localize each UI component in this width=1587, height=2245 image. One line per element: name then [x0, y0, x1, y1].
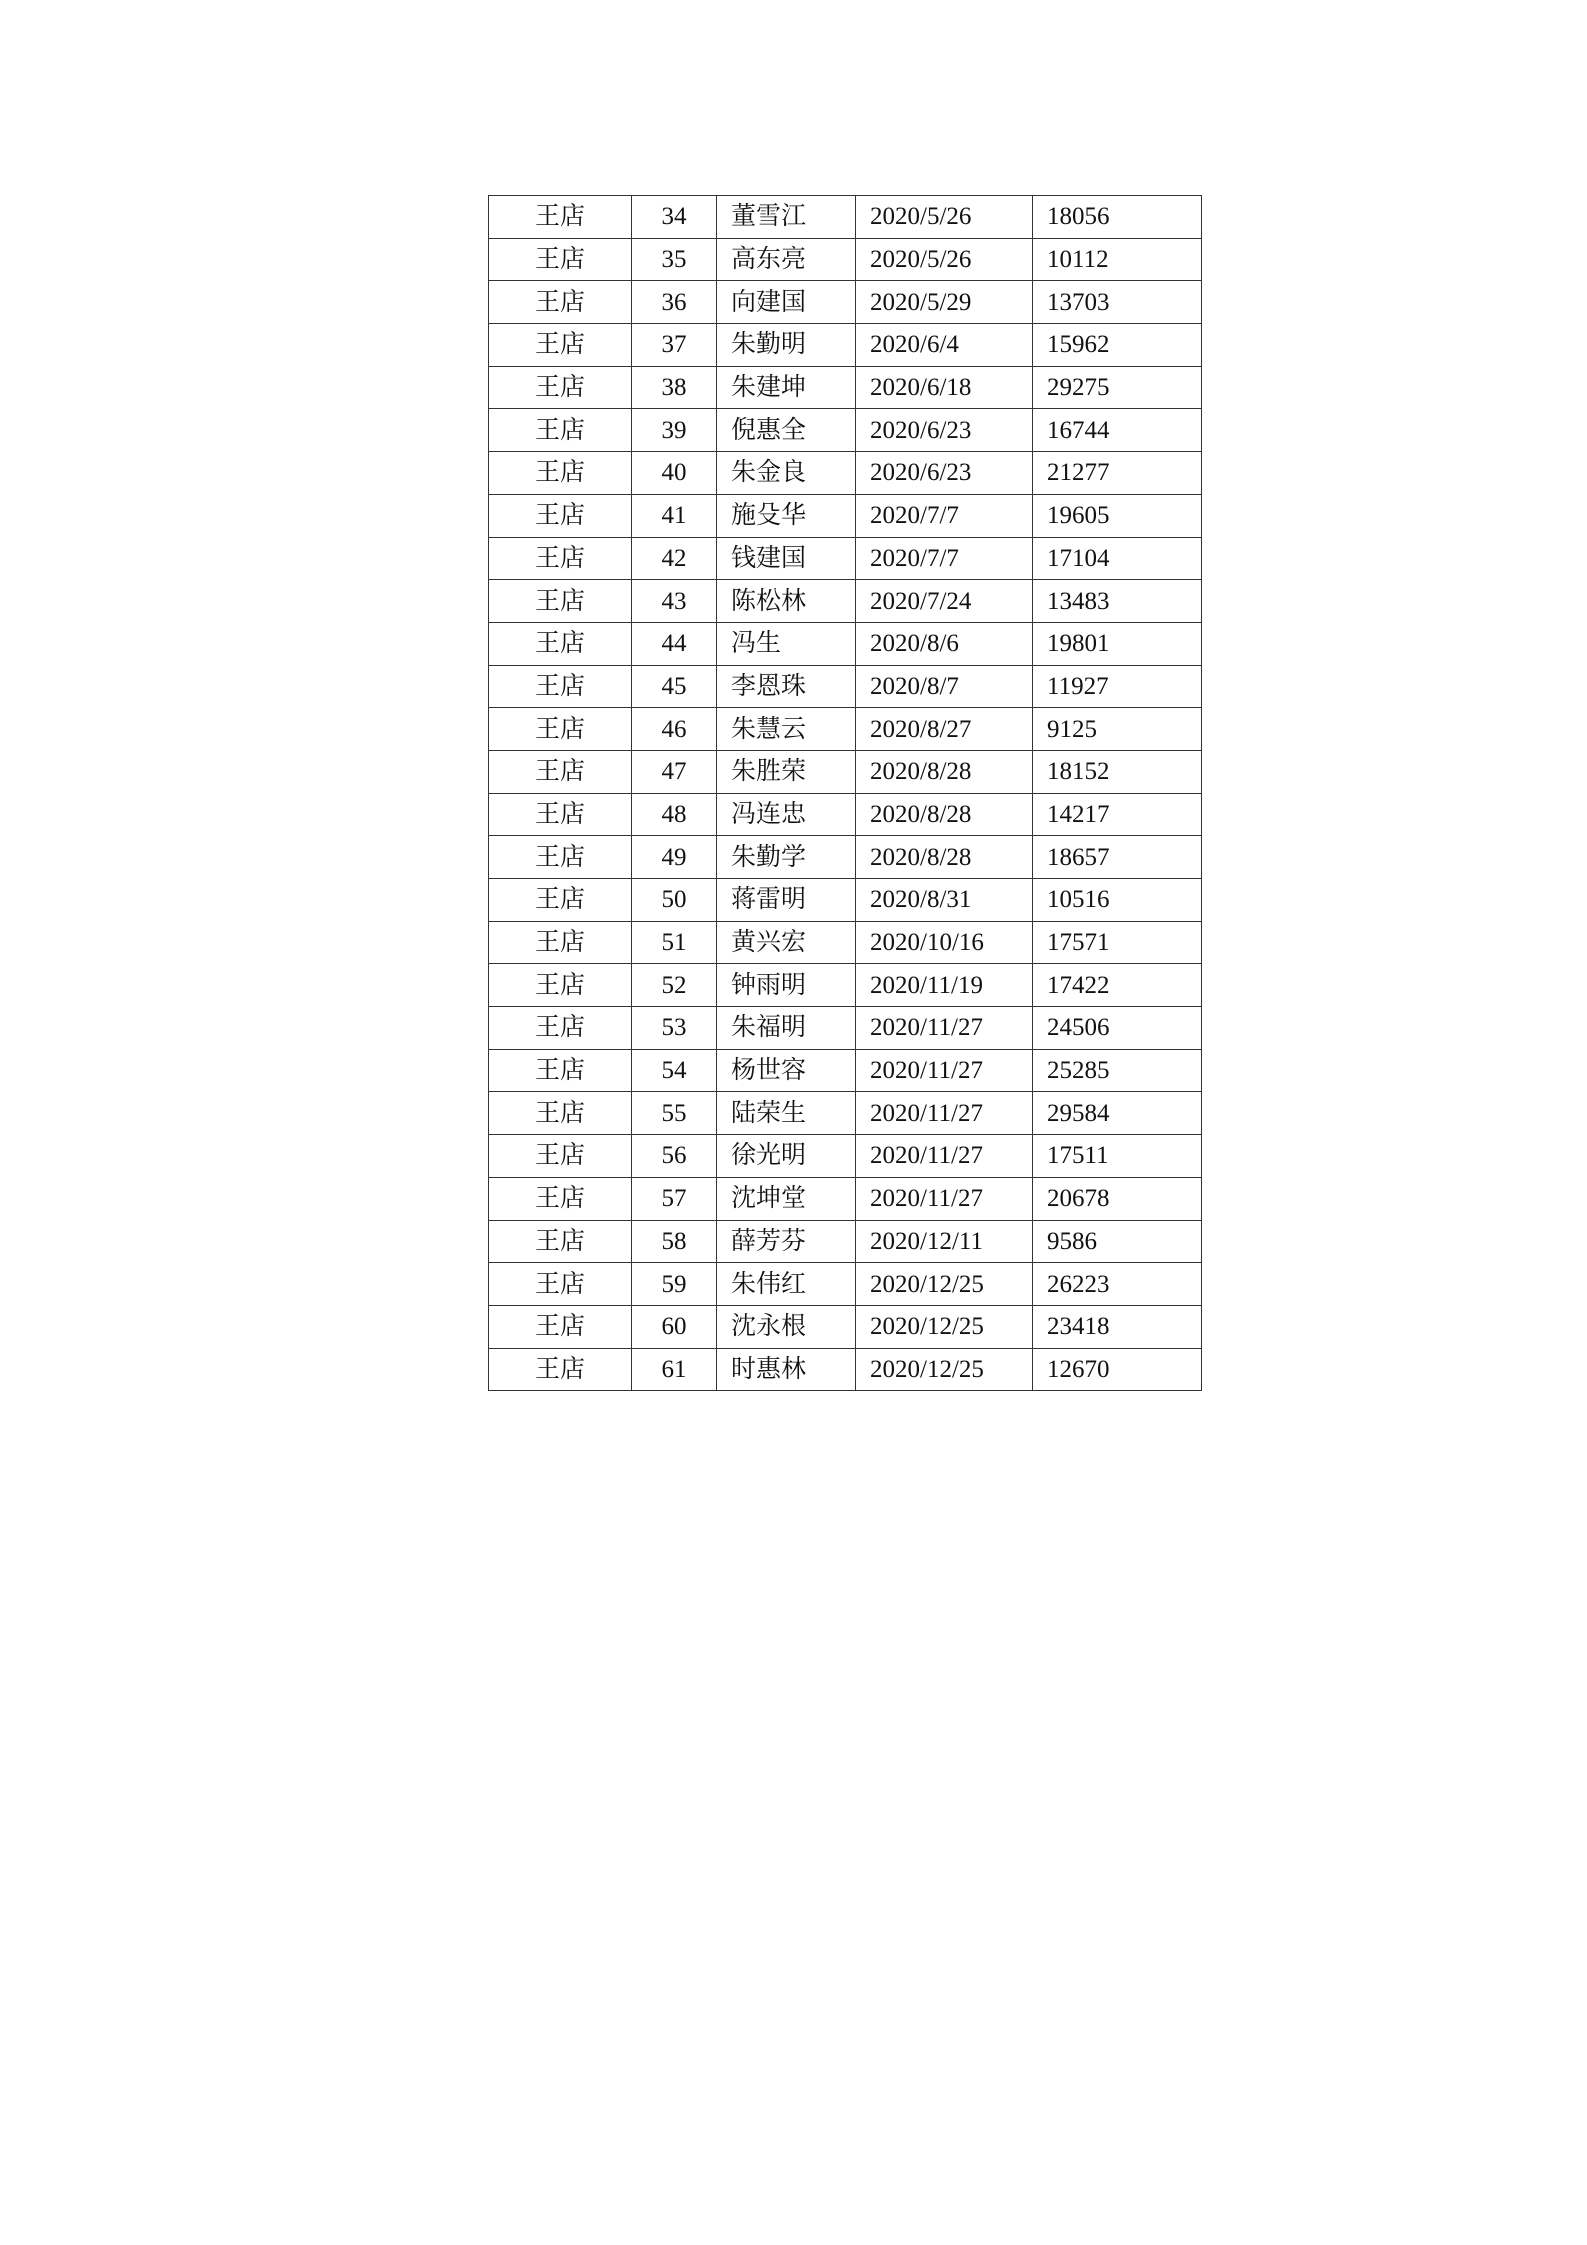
table-row	[489, 1220, 1202, 1263]
town-cell: 王店	[489, 1092, 632, 1135]
name-cell: 朱勤学	[717, 836, 856, 879]
name-cell: 黄兴宏	[717, 921, 856, 964]
town-cell: 王店	[489, 964, 632, 1007]
table-row	[489, 1305, 1202, 1348]
name-cell: 徐光明	[717, 1135, 856, 1178]
name-cell: 钱建国	[717, 537, 856, 580]
number-cell: 35	[632, 238, 717, 281]
table-row	[489, 1263, 1202, 1306]
amount-cell: 9586	[1033, 1220, 1202, 1263]
amount-cell: 24506	[1033, 1007, 1202, 1050]
town-cell: 王店	[489, 1007, 632, 1050]
name-cell: 向建国	[717, 281, 856, 324]
table-row	[489, 750, 1202, 793]
number-cell: 43	[632, 580, 717, 623]
number-cell: 40	[632, 452, 717, 495]
amount-cell: 20678	[1033, 1177, 1202, 1220]
date-cell: 2020/11/27	[856, 1135, 1033, 1178]
number-cell: 58	[632, 1220, 717, 1263]
number-cell: 53	[632, 1007, 717, 1050]
name-cell: 沈坤堂	[717, 1177, 856, 1220]
name-cell: 蒋雷明	[717, 879, 856, 922]
town-cell: 王店	[489, 238, 632, 281]
date-cell: 2020/12/25	[856, 1305, 1033, 1348]
name-cell: 陆荣生	[717, 1092, 856, 1135]
date-cell: 2020/7/7	[856, 537, 1033, 580]
table-row	[489, 580, 1202, 623]
town-cell: 王店	[489, 452, 632, 495]
table-row	[489, 836, 1202, 879]
amount-cell: 14217	[1033, 793, 1202, 836]
date-cell: 2020/7/7	[856, 494, 1033, 537]
number-cell: 54	[632, 1049, 717, 1092]
amount-cell: 18152	[1033, 750, 1202, 793]
table-row	[489, 196, 1202, 239]
date-cell: 2020/6/4	[856, 324, 1033, 367]
date-cell: 2020/5/26	[856, 238, 1033, 281]
amount-cell: 29584	[1033, 1092, 1202, 1135]
date-cell: 2020/6/18	[856, 366, 1033, 409]
number-cell: 51	[632, 921, 717, 964]
date-cell: 2020/11/27	[856, 1177, 1033, 1220]
amount-cell: 11927	[1033, 665, 1202, 708]
name-cell: 时惠林	[717, 1348, 856, 1391]
number-cell: 60	[632, 1305, 717, 1348]
table-row	[489, 281, 1202, 324]
number-cell: 45	[632, 665, 717, 708]
name-cell: 倪惠全	[717, 409, 856, 452]
name-cell: 薛芳芬	[717, 1220, 856, 1263]
amount-cell: 12670	[1033, 1348, 1202, 1391]
table-row	[489, 1135, 1202, 1178]
table-row	[489, 1348, 1202, 1391]
amount-cell: 13483	[1033, 580, 1202, 623]
number-cell: 41	[632, 494, 717, 537]
date-cell: 2020/8/31	[856, 879, 1033, 922]
town-cell: 王店	[489, 921, 632, 964]
number-cell: 34	[632, 196, 717, 239]
date-cell: 2020/11/27	[856, 1092, 1033, 1135]
number-cell: 48	[632, 793, 717, 836]
name-cell: 冯生	[717, 622, 856, 665]
name-cell: 施殳华	[717, 494, 856, 537]
amount-cell: 10516	[1033, 879, 1202, 922]
table-row	[489, 409, 1202, 452]
name-cell: 沈永根	[717, 1305, 856, 1348]
number-cell: 49	[632, 836, 717, 879]
number-cell: 38	[632, 366, 717, 409]
town-cell: 王店	[489, 1263, 632, 1306]
table-row	[489, 708, 1202, 751]
name-cell: 朱金良	[717, 452, 856, 495]
town-cell: 王店	[489, 196, 632, 239]
data-table	[488, 195, 1202, 1391]
number-cell: 50	[632, 879, 717, 922]
amount-cell: 26223	[1033, 1263, 1202, 1306]
town-cell: 王店	[489, 580, 632, 623]
town-cell: 王店	[489, 324, 632, 367]
town-cell: 王店	[489, 622, 632, 665]
table-row	[489, 793, 1202, 836]
town-cell: 王店	[489, 750, 632, 793]
town-cell: 王店	[489, 409, 632, 452]
table-row	[489, 537, 1202, 580]
date-cell: 2020/12/11	[856, 1220, 1033, 1263]
town-cell: 王店	[489, 1177, 632, 1220]
amount-cell: 17511	[1033, 1135, 1202, 1178]
table-row	[489, 921, 1202, 964]
name-cell: 冯连忠	[717, 793, 856, 836]
table-row	[489, 665, 1202, 708]
amount-cell: 21277	[1033, 452, 1202, 495]
number-cell: 57	[632, 1177, 717, 1220]
number-cell: 37	[632, 324, 717, 367]
name-cell: 钟雨明	[717, 964, 856, 1007]
number-cell: 47	[632, 750, 717, 793]
town-cell: 王店	[489, 366, 632, 409]
date-cell: 2020/8/27	[856, 708, 1033, 751]
table-row	[489, 324, 1202, 367]
table-row	[489, 622, 1202, 665]
amount-cell: 17104	[1033, 537, 1202, 580]
date-cell: 2020/11/27	[856, 1049, 1033, 1092]
date-cell: 2020/8/7	[856, 665, 1033, 708]
date-cell: 2020/12/25	[856, 1348, 1033, 1391]
amount-cell: 23418	[1033, 1305, 1202, 1348]
date-cell: 2020/5/26	[856, 196, 1033, 239]
number-cell: 42	[632, 537, 717, 580]
name-cell: 朱福明	[717, 1007, 856, 1050]
table-row	[489, 1007, 1202, 1050]
name-cell: 朱慧云	[717, 708, 856, 751]
date-cell: 2020/8/28	[856, 750, 1033, 793]
town-cell: 王店	[489, 708, 632, 751]
number-cell: 59	[632, 1263, 717, 1306]
table-row	[489, 879, 1202, 922]
name-cell: 高东亮	[717, 238, 856, 281]
name-cell: 董雪江	[717, 196, 856, 239]
number-cell: 46	[632, 708, 717, 751]
table-body	[489, 196, 1202, 1391]
town-cell: 王店	[489, 537, 632, 580]
amount-cell: 17422	[1033, 964, 1202, 1007]
date-cell: 2020/12/25	[856, 1263, 1033, 1306]
table-row	[489, 238, 1202, 281]
table-row	[489, 1177, 1202, 1220]
amount-cell: 17571	[1033, 921, 1202, 964]
name-cell: 朱伟红	[717, 1263, 856, 1306]
date-cell: 2020/5/29	[856, 281, 1033, 324]
number-cell: 52	[632, 964, 717, 1007]
town-cell: 王店	[489, 1348, 632, 1391]
town-cell: 王店	[489, 1135, 632, 1178]
date-cell: 2020/6/23	[856, 409, 1033, 452]
town-cell: 王店	[489, 1305, 632, 1348]
table-row	[489, 964, 1202, 1007]
table-row	[489, 1049, 1202, 1092]
name-cell: 朱胜荣	[717, 750, 856, 793]
amount-cell: 15962	[1033, 324, 1202, 367]
town-cell: 王店	[489, 281, 632, 324]
town-cell: 王店	[489, 879, 632, 922]
date-cell: 2020/7/24	[856, 580, 1033, 623]
name-cell: 朱建坤	[717, 366, 856, 409]
town-cell: 王店	[489, 1049, 632, 1092]
amount-cell: 29275	[1033, 366, 1202, 409]
number-cell: 44	[632, 622, 717, 665]
date-cell: 2020/8/6	[856, 622, 1033, 665]
town-cell: 王店	[489, 836, 632, 879]
table-row	[489, 494, 1202, 537]
table-row	[489, 366, 1202, 409]
amount-cell: 18657	[1033, 836, 1202, 879]
name-cell: 杨世容	[717, 1049, 856, 1092]
amount-cell: 19605	[1033, 494, 1202, 537]
amount-cell: 16744	[1033, 409, 1202, 452]
number-cell: 61	[632, 1348, 717, 1391]
amount-cell: 18056	[1033, 196, 1202, 239]
date-cell: 2020/8/28	[856, 836, 1033, 879]
town-cell: 王店	[489, 494, 632, 537]
amount-cell: 13703	[1033, 281, 1202, 324]
amount-cell: 9125	[1033, 708, 1202, 751]
amount-cell: 19801	[1033, 622, 1202, 665]
number-cell: 39	[632, 409, 717, 452]
name-cell: 朱勤明	[717, 324, 856, 367]
name-cell: 陈松林	[717, 580, 856, 623]
number-cell: 36	[632, 281, 717, 324]
town-cell: 王店	[489, 793, 632, 836]
town-cell: 王店	[489, 665, 632, 708]
town-cell: 王店	[489, 1220, 632, 1263]
number-cell: 56	[632, 1135, 717, 1178]
table-row	[489, 1092, 1202, 1135]
table-row	[489, 452, 1202, 495]
date-cell: 2020/8/28	[856, 793, 1033, 836]
name-cell: 李恩珠	[717, 665, 856, 708]
date-cell: 2020/11/27	[856, 1007, 1033, 1050]
amount-cell: 10112	[1033, 238, 1202, 281]
date-cell: 2020/10/16	[856, 921, 1033, 964]
date-cell: 2020/6/23	[856, 452, 1033, 495]
date-cell: 2020/11/19	[856, 964, 1033, 1007]
number-cell: 55	[632, 1092, 717, 1135]
amount-cell: 25285	[1033, 1049, 1202, 1092]
